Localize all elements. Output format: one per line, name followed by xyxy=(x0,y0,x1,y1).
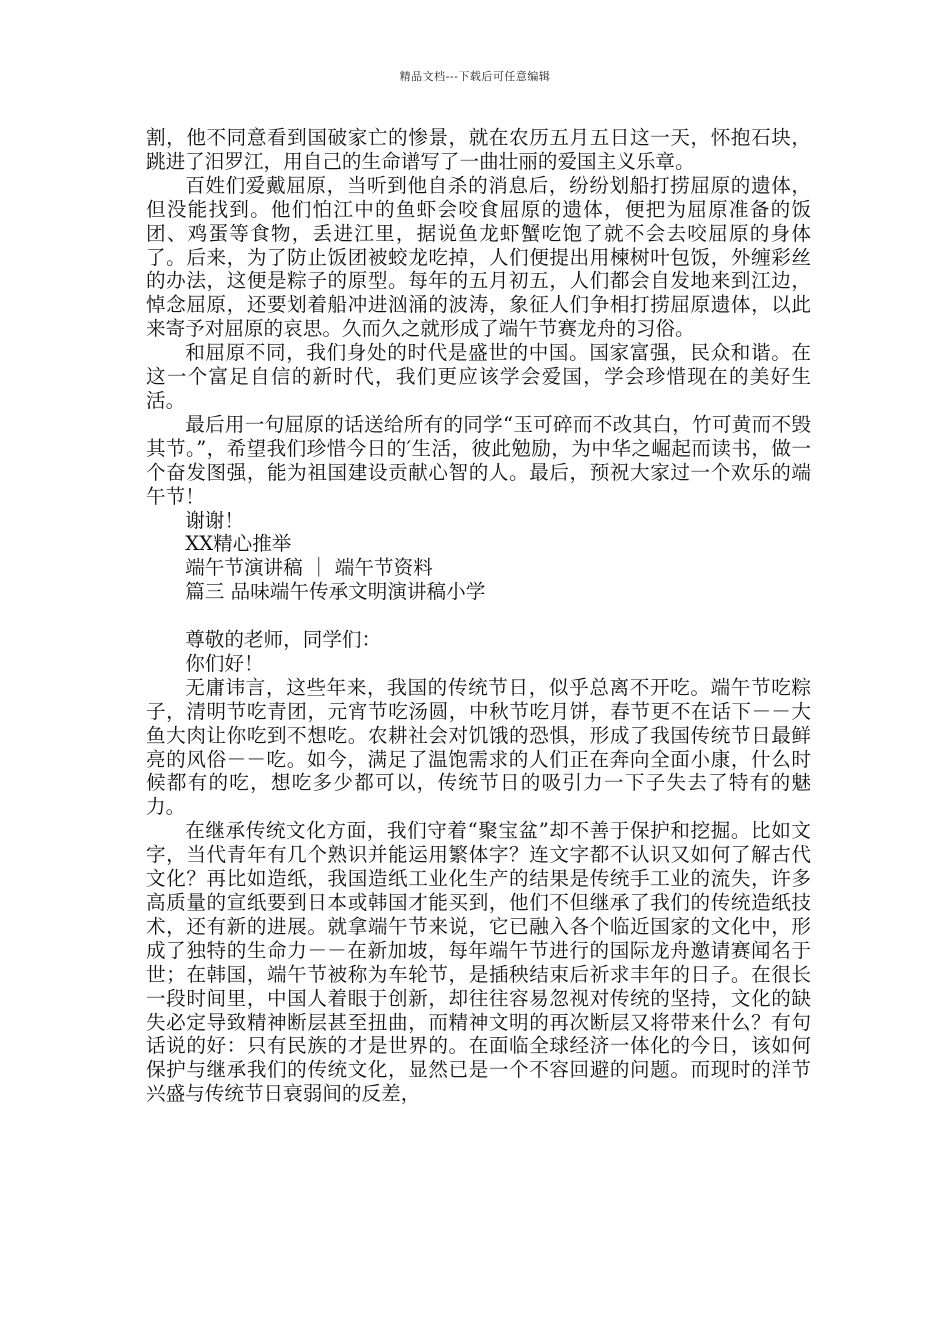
paragraph-prosperous-era: 和屈原不同，我们身处的时代是盛世的中国。国家富强，民众和谐。在这一个富足自信的新时代，我们更应该学会爱国，学会珍惜现在的美好生活。 xyxy=(146,341,811,412)
paragraph-continuation: 割，他不同意看到国破家亡的惨景，就在农历五月五日这一天，怀抱石块，跳进了汨罗江，用自己的生命谱写了一曲壮丽的爱国主义乐章。 xyxy=(146,126,811,173)
section-title: 篇三 品味端午传承文明演讲稿小学 xyxy=(185,580,486,604)
paragraph-closing-quote: 最后用一句屈原的话送给所有的同学“玉可碎而不改其白，竹可黄而不毁其节。”，希望我们珍惜今日的′生活，彼此勉励，为中华之崛起而读书，做一个奋发图强，能为祖国建设贡献心智的人。最后，预祝大家过一个欢乐的端午节！ xyxy=(146,412,811,508)
recommend-line: XX精心推举 xyxy=(185,532,292,556)
paragraph-tradition-inheritance: 在继承传统文化方面，我们守着“聚宝盆”却不善于保护和挖掘。比如文字，当代青年有几个熟识并能运用繁体字？连文字都不认识又如何了解古代文化？再比如造纸，我国造纸工业化生产的结果是传统手工业的流失，许多高质量的宣纸要到日本或韩国才能买到，他们不但继承了我们的传统造纸技术，还有新的进展。就拿端午节来说，它已融入各个临近国家的文化中，形成了独特的生命力－－在新加坡，每年端午节进行的国际龙舟邀请赛闻名于世；在韩国，端午节被称为车轮节，是插秧结束后祈求丰年的日子。在很长一段时间里，中国人着眼于创新，却往往容易忽视对传统的坚持，文化的缺失必定导致精神断层甚至扭曲，而精神文明的再次断层又将带来什么？有句话说的好：只有民族的才是世界的。在面临全球经济一体化的今日，该如何保护与继承我们的传统文化，显然已是一个不容回避的问题。而现时的洋节兴盛与传统节日衰弱间的反差， xyxy=(146,819,811,1106)
paragraph-people-love-quyuan: 百姓们爱戴屈原，当听到他自杀的消息后，纷纷划船打捞屈原的遗体，但没能找到。他们怕江中的鱼虾会咬食屈原的遗体，便把为屈原准备的饭团、鸡蛋等食物，丢进江里，据说鱼龙虾蟹吃饱了就不会去咬屈原的身体了。后来，为了防止饭团被蛟龙吃掉，人们便提出用楝树叶包饭，外缠彩丝的办法，这便是粽子的原型。每年的五月初五，人们都会自发地来到江边，悼念屈原，还要划着船冲进汹涌的波涛，象征人们争相打捞屈原遗体，以此来寄予对屈原的哀思。久而久之就形成了端午节赛龙舟的习俗。 xyxy=(146,173,811,341)
page-header: 精品文档---下载后可任意编辑 xyxy=(399,70,551,83)
hello-line: 你们好！ xyxy=(185,651,264,675)
thanks-line: 谢谢！ xyxy=(185,508,244,532)
blank-line xyxy=(146,604,811,628)
paragraph-festivals-eating: 无庸讳言，这些年来，我国的传统节日，似乎总离不开吃。端午节吃粽子，清明节吃青团，元宵节吃汤圆，中秋节吃月饼，春节更不在话下－－大鱼大肉让你吃到不想吃。农耕社会对饥饿的恐惧，形成了我国传统节日最鲜亮的风俗－－吃。如今，满足了温饱需求的人们正在奔向全面小康，什么时候都有的吃，想吃多少都可以，传统节日的吸引力一下子失去了特有的魅力。 xyxy=(146,675,811,819)
tags-line: 端午节演讲稿 ｜ 端午节资料 xyxy=(185,556,433,580)
greeting-line: 尊敬的老师，同学们： xyxy=(185,628,382,652)
document-body xyxy=(146,126,811,1106)
